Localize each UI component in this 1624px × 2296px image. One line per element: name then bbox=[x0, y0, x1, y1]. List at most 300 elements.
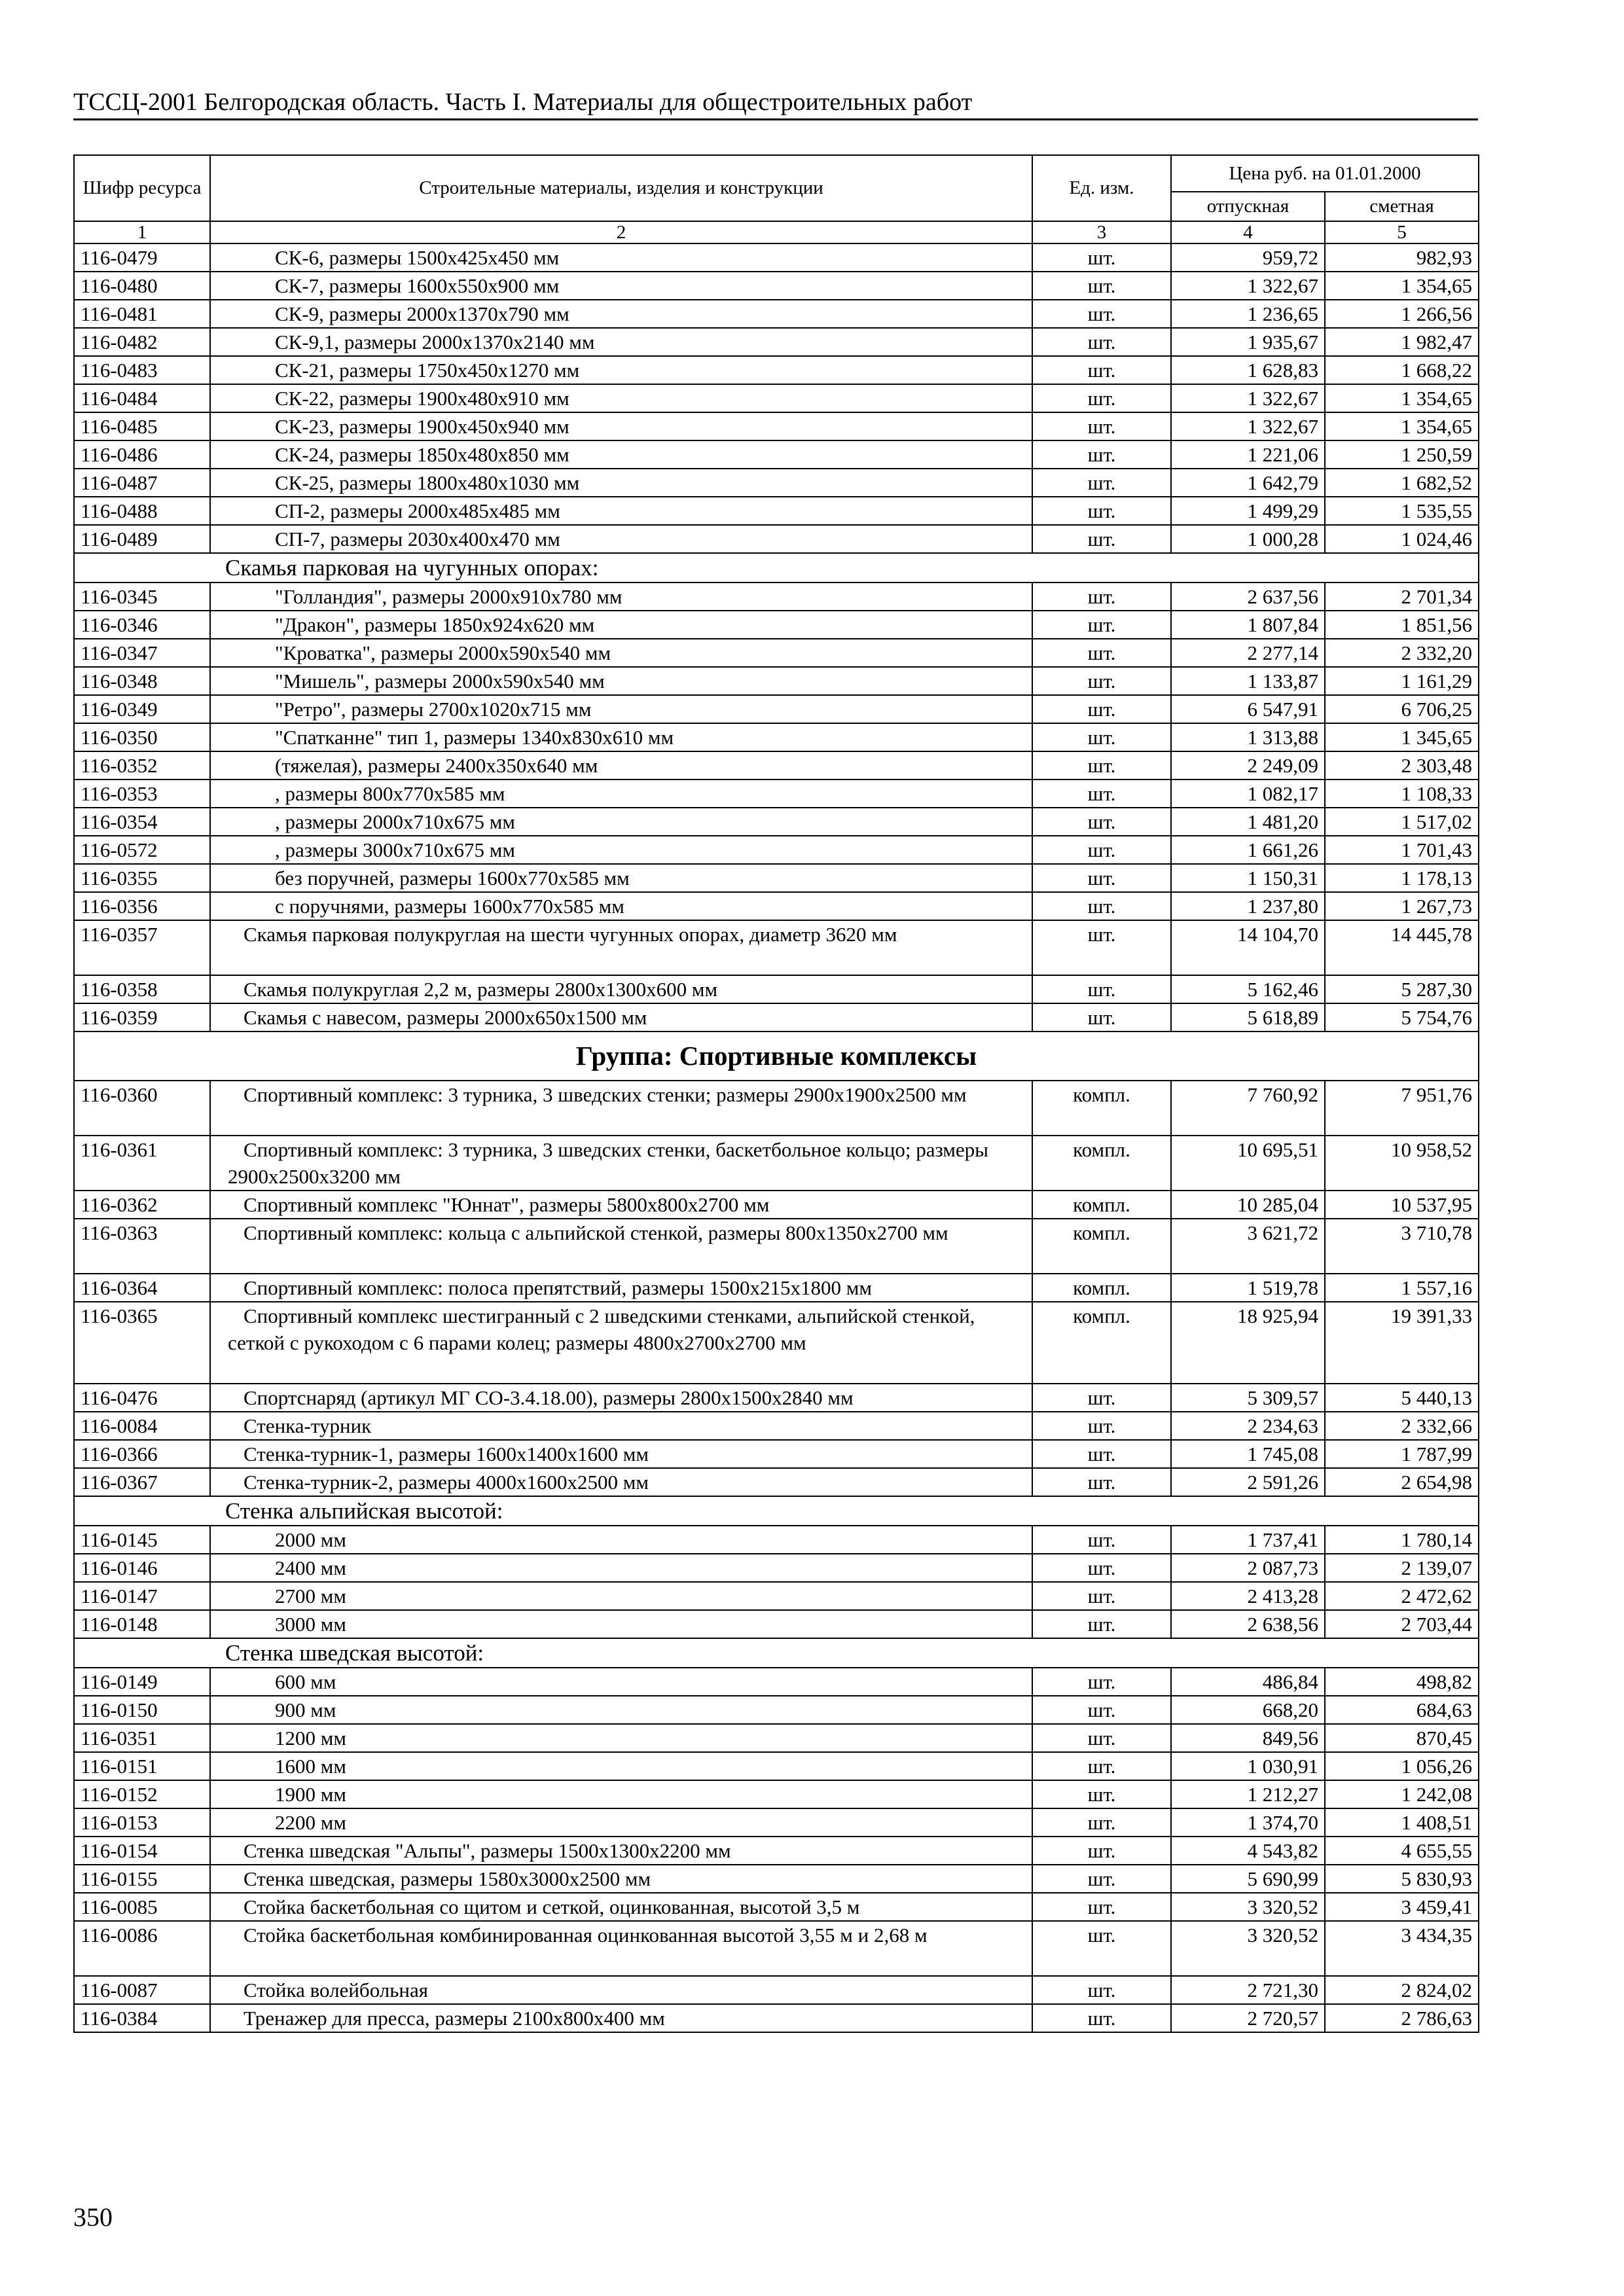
price-estimate-cell: 1 345,65 bbox=[1325, 723, 1479, 751]
resource-code-cell: 116-0366 bbox=[74, 1440, 210, 1468]
price-release-cell: 10 285,04 bbox=[1171, 1191, 1325, 1219]
unit-cell: шт. bbox=[1032, 611, 1171, 639]
col-header-unit: Ед. изм. bbox=[1032, 155, 1171, 221]
material-name-cell: Стойка баскетбольная со щитом и сеткой, оцинкованная, высотой 3,5 м bbox=[210, 1893, 1032, 1921]
resource-code-cell: 116-0483 bbox=[74, 356, 210, 384]
price-release-cell: 2 413,28 bbox=[1171, 1582, 1325, 1610]
price-release-cell: 2 720,57 bbox=[1171, 2004, 1325, 2032]
material-name-cell: Скамья с навесом, размеры 2000х650х1500 мм bbox=[210, 1003, 1032, 1031]
price-release-cell: 2 637,56 bbox=[1171, 583, 1325, 611]
table-row bbox=[74, 1696, 1479, 1724]
resource-code-cell: 116-0149 bbox=[74, 1668, 210, 1696]
subheader-row bbox=[74, 1638, 1479, 1668]
price-release-cell: 1 642,79 bbox=[1171, 469, 1325, 497]
price-release-cell: 7 760,92 bbox=[1171, 1081, 1325, 1136]
unit-cell: шт. bbox=[1032, 1003, 1171, 1031]
price-release-cell: 1 322,67 bbox=[1171, 272, 1325, 300]
price-estimate-cell: 2 654,98 bbox=[1325, 1468, 1479, 1496]
table-row bbox=[74, 1003, 1479, 1031]
col-header-name: Строительные материалы, изделия и конструкции bbox=[210, 155, 1032, 221]
material-name-cell: "Мишель", размеры 2000х590х540 мм bbox=[210, 667, 1032, 695]
table-row bbox=[74, 1136, 1479, 1191]
unit-cell: компл. bbox=[1032, 1219, 1171, 1274]
material-name-cell: 2000 мм bbox=[210, 1526, 1032, 1554]
price-estimate-cell: 5 830,93 bbox=[1325, 1865, 1479, 1893]
material-name-cell: 1200 мм bbox=[210, 1724, 1032, 1752]
resource-code-cell: 116-0479 bbox=[74, 243, 210, 272]
price-release-cell: 2 234,63 bbox=[1171, 1412, 1325, 1440]
material-name-cell: Спортивный комплекс "Юннат", размеры 5800х800х2700 мм bbox=[210, 1191, 1032, 1219]
material-name-cell: Спортивный комплекс: кольца с альпийской стенкой, размеры 800х1350х2700 мм bbox=[210, 1219, 1032, 1274]
col-number: 1 bbox=[74, 221, 210, 243]
material-name-cell: 600 мм bbox=[210, 1668, 1032, 1696]
resource-code-cell: 116-0155 bbox=[74, 1865, 210, 1893]
material-name-cell: Стойка волейбольная bbox=[210, 1976, 1032, 2004]
table-row bbox=[74, 695, 1479, 723]
table-row bbox=[74, 892, 1479, 920]
price-release-cell: 5 690,99 bbox=[1171, 1865, 1325, 1893]
table-row bbox=[74, 1191, 1479, 1219]
material-name-cell: "Спатканне" тип 1, размеры 1340х830х610 мм bbox=[210, 723, 1032, 751]
price-estimate-cell: 5 440,13 bbox=[1325, 1384, 1479, 1412]
price-release-cell: 3 621,72 bbox=[1171, 1219, 1325, 1274]
material-name-cell: СК-7, размеры 1600х550х900 мм bbox=[210, 272, 1032, 300]
unit-cell: шт. bbox=[1032, 1610, 1171, 1638]
table-row bbox=[74, 384, 1479, 412]
material-name-cell: Стенка шведская, размеры 1580х3000х2500 мм bbox=[210, 1865, 1032, 1893]
price-release-cell: 2 087,73 bbox=[1171, 1554, 1325, 1582]
table-row bbox=[74, 328, 1479, 356]
unit-cell: шт. bbox=[1032, 836, 1171, 864]
price-estimate-cell: 498,82 bbox=[1325, 1668, 1479, 1696]
price-release-cell: 1 661,26 bbox=[1171, 836, 1325, 864]
resource-code-cell: 116-0481 bbox=[74, 300, 210, 328]
price-release-cell: 2 591,26 bbox=[1171, 1468, 1325, 1496]
resource-code-cell: 116-0147 bbox=[74, 1582, 210, 1610]
material-name-cell: Скамья парковая полукруглая на шести чугунных опорах, диаметр 3620 мм bbox=[210, 920, 1032, 975]
resource-code-cell: 116-0358 bbox=[74, 975, 210, 1003]
material-name-cell: Спортснаряд (артикул МГ СО-3.4.18.00), размеры 2800х1500х2840 мм bbox=[210, 1384, 1032, 1412]
price-estimate-cell: 6 706,25 bbox=[1325, 695, 1479, 723]
price-estimate-cell: 1 108,33 bbox=[1325, 780, 1479, 808]
unit-cell: шт. bbox=[1032, 300, 1171, 328]
resource-code-cell: 116-0355 bbox=[74, 864, 210, 892]
price-estimate-cell: 1 851,56 bbox=[1325, 611, 1479, 639]
price-release-cell: 2 638,56 bbox=[1171, 1610, 1325, 1638]
subheader-title: Стенка альпийская высотой: bbox=[74, 1496, 1479, 1526]
material-name-cell: без поручней, размеры 1600х770х585 мм bbox=[210, 864, 1032, 892]
price-release-cell: 1 807,84 bbox=[1171, 611, 1325, 639]
price-estimate-cell: 870,45 bbox=[1325, 1724, 1479, 1752]
unit-cell: шт. bbox=[1032, 1384, 1171, 1412]
unit-cell: шт. bbox=[1032, 920, 1171, 975]
material-name-cell: , размеры 800х770х585 мм bbox=[210, 780, 1032, 808]
material-name-cell: , размеры 3000х710х675 мм bbox=[210, 836, 1032, 864]
unit-cell: шт. bbox=[1032, 1468, 1171, 1496]
material-name-cell: 2700 мм bbox=[210, 1582, 1032, 1610]
material-name-cell: 2200 мм bbox=[210, 1808, 1032, 1837]
price-release-cell: 5 309,57 bbox=[1171, 1384, 1325, 1412]
resource-code-cell: 116-0364 bbox=[74, 1274, 210, 1302]
price-release-cell: 1 030,91 bbox=[1171, 1752, 1325, 1780]
table-row bbox=[74, 272, 1479, 300]
unit-cell: компл. bbox=[1032, 1274, 1171, 1302]
price-release-cell: 1 628,83 bbox=[1171, 356, 1325, 384]
material-name-cell: Стенка шведская "Альпы", размеры 1500х1300х2200 мм bbox=[210, 1837, 1032, 1865]
material-name-cell: Спортивный комплекс: 3 турника, 3 шведских стенки; размеры 2900х1900х2500 мм bbox=[210, 1081, 1032, 1136]
group-header-row bbox=[74, 1031, 1479, 1081]
unit-cell: шт. bbox=[1032, 667, 1171, 695]
unit-cell: шт. bbox=[1032, 356, 1171, 384]
material-name-cell: (тяжелая), размеры 2400х350х640 мм bbox=[210, 751, 1032, 780]
resource-code-cell: 116-0488 bbox=[74, 497, 210, 525]
resource-code-cell: 116-0154 bbox=[74, 1837, 210, 1865]
table-row bbox=[74, 975, 1479, 1003]
material-name-cell: "Голландия", размеры 2000х910х780 мм bbox=[210, 583, 1032, 611]
table-body bbox=[74, 243, 1479, 2032]
unit-cell: шт. bbox=[1032, 525, 1171, 553]
table-row bbox=[74, 1468, 1479, 1496]
table-row bbox=[74, 1384, 1479, 1412]
material-name-cell: Скамья полукруглая 2,2 м, размеры 2800х1300х600 мм bbox=[210, 975, 1032, 1003]
table-row bbox=[74, 1865, 1479, 1893]
material-name-cell: 1600 мм bbox=[210, 1752, 1032, 1780]
table-row bbox=[74, 525, 1479, 553]
unit-cell: шт. bbox=[1032, 808, 1171, 836]
material-name-cell: , размеры 2000х710х675 мм bbox=[210, 808, 1032, 836]
resource-code-cell: 116-0348 bbox=[74, 667, 210, 695]
table-row bbox=[74, 469, 1479, 497]
material-name-cell: СК-21, размеры 1750х450х1270 мм bbox=[210, 356, 1032, 384]
price-estimate-cell: 1 266,56 bbox=[1325, 300, 1479, 328]
group-title: Группа: Спортивные комплексы bbox=[74, 1031, 1479, 1081]
price-estimate-cell: 2 332,66 bbox=[1325, 1412, 1479, 1440]
price-release-cell: 1 374,70 bbox=[1171, 1808, 1325, 1837]
page-number: 350 bbox=[73, 2202, 113, 2232]
material-name-cell: с поручнями, размеры 1600х770х585 мм bbox=[210, 892, 1032, 920]
col-number: 2 bbox=[210, 221, 1032, 243]
price-estimate-cell: 10 537,95 bbox=[1325, 1191, 1479, 1219]
table-row bbox=[74, 440, 1479, 469]
price-release-cell: 849,56 bbox=[1171, 1724, 1325, 1752]
price-estimate-cell: 1 354,65 bbox=[1325, 272, 1479, 300]
resource-code-cell: 116-0145 bbox=[74, 1526, 210, 1554]
table-row bbox=[74, 751, 1479, 780]
col-header-code: Шифр ресурса bbox=[74, 155, 210, 221]
resource-code-cell: 116-0085 bbox=[74, 1893, 210, 1921]
price-release-cell: 1 481,20 bbox=[1171, 808, 1325, 836]
resource-code-cell: 116-0572 bbox=[74, 836, 210, 864]
price-estimate-cell: 1 668,22 bbox=[1325, 356, 1479, 384]
price-release-cell: 1 082,17 bbox=[1171, 780, 1325, 808]
price-release-cell: 2 277,14 bbox=[1171, 639, 1325, 667]
table-row bbox=[74, 1976, 1479, 2004]
unit-cell: шт. bbox=[1032, 243, 1171, 272]
col-header-price: Цена руб. на 01.01.2000 bbox=[1171, 155, 1479, 192]
resource-code-cell: 116-0152 bbox=[74, 1780, 210, 1808]
unit-cell: шт. bbox=[1032, 1696, 1171, 1724]
price-estimate-cell: 14 445,78 bbox=[1325, 920, 1479, 975]
table-row bbox=[74, 1610, 1479, 1638]
resource-code-cell: 116-0476 bbox=[74, 1384, 210, 1412]
unit-cell: шт. bbox=[1032, 1780, 1171, 1808]
material-name-cell: СК-25, размеры 1800х480х1030 мм bbox=[210, 469, 1032, 497]
price-release-cell: 5 618,89 bbox=[1171, 1003, 1325, 1031]
material-name-cell: СК-24, размеры 1850х480х850 мм bbox=[210, 440, 1032, 469]
price-estimate-cell: 10 958,52 bbox=[1325, 1136, 1479, 1191]
material-name-cell: "Кроватка", размеры 2000х590х540 мм bbox=[210, 639, 1032, 667]
price-estimate-cell: 2 703,44 bbox=[1325, 1610, 1479, 1638]
table-row bbox=[74, 780, 1479, 808]
col-number: 4 bbox=[1171, 221, 1325, 243]
price-estimate-cell: 1 780,14 bbox=[1325, 1526, 1479, 1554]
price-estimate-cell: 1 535,55 bbox=[1325, 497, 1479, 525]
table-row bbox=[74, 1554, 1479, 1582]
price-estimate-cell: 3 434,35 bbox=[1325, 1921, 1479, 1976]
price-release-cell: 1 133,87 bbox=[1171, 667, 1325, 695]
price-estimate-cell: 1 161,29 bbox=[1325, 667, 1479, 695]
price-estimate-cell: 2 824,02 bbox=[1325, 1976, 1479, 2004]
price-release-cell: 1 221,06 bbox=[1171, 440, 1325, 469]
unit-cell: шт. bbox=[1032, 1808, 1171, 1837]
price-release-cell: 1 519,78 bbox=[1171, 1274, 1325, 1302]
material-name-cell: Стенка-турник bbox=[210, 1412, 1032, 1440]
price-release-cell: 1 322,67 bbox=[1171, 412, 1325, 440]
subheader-row bbox=[74, 553, 1479, 583]
resource-code-cell: 116-0365 bbox=[74, 1302, 210, 1384]
table-row bbox=[74, 723, 1479, 751]
material-name-cell: Стойка баскетбольная комбинированная оцинкованная высотой 3,55 м и 2,68 м bbox=[210, 1921, 1032, 1976]
price-release-cell: 5 162,46 bbox=[1171, 975, 1325, 1003]
price-release-cell: 959,72 bbox=[1171, 243, 1325, 272]
price-estimate-cell: 1 024,46 bbox=[1325, 525, 1479, 553]
resource-code-cell: 116-0480 bbox=[74, 272, 210, 300]
title-rule bbox=[73, 118, 1478, 120]
material-name-cell: СК-22, размеры 1900х480х910 мм bbox=[210, 384, 1032, 412]
material-name-cell: СП-2, размеры 2000х485х485 мм bbox=[210, 497, 1032, 525]
unit-cell: шт. bbox=[1032, 1724, 1171, 1752]
table-row bbox=[74, 611, 1479, 639]
unit-cell: шт. bbox=[1032, 583, 1171, 611]
material-name-cell: Спортивный комплекс: 3 турника, 3 шведских стенки, баскетбольное кольцо; размеры 2900х2500х3200 мм bbox=[210, 1136, 1032, 1191]
price-release-cell: 2 249,09 bbox=[1171, 751, 1325, 780]
unit-cell: шт. bbox=[1032, 975, 1171, 1003]
resource-code-cell: 116-0356 bbox=[74, 892, 210, 920]
price-estimate-cell: 1 701,43 bbox=[1325, 836, 1479, 864]
table-row bbox=[74, 1302, 1479, 1384]
price-estimate-cell: 3 710,78 bbox=[1325, 1219, 1479, 1274]
price-release-cell: 1 000,28 bbox=[1171, 525, 1325, 553]
price-estimate-cell: 1 242,08 bbox=[1325, 1780, 1479, 1808]
price-estimate-cell: 5 754,76 bbox=[1325, 1003, 1479, 1031]
resource-code-cell: 116-0361 bbox=[74, 1136, 210, 1191]
price-release-cell: 1 745,08 bbox=[1171, 1440, 1325, 1468]
unit-cell: шт. bbox=[1032, 272, 1171, 300]
resource-code-cell: 116-0146 bbox=[74, 1554, 210, 1582]
resource-code-cell: 116-0148 bbox=[74, 1610, 210, 1638]
unit-cell: шт. bbox=[1032, 1921, 1171, 1976]
price-estimate-cell: 2 139,07 bbox=[1325, 1554, 1479, 1582]
unit-cell: шт. bbox=[1032, 469, 1171, 497]
unit-cell: шт. bbox=[1032, 1752, 1171, 1780]
unit-cell: компл. bbox=[1032, 1302, 1171, 1384]
price-estimate-cell: 1 557,16 bbox=[1325, 1274, 1479, 1302]
resource-code-cell: 116-0485 bbox=[74, 412, 210, 440]
resource-code-cell: 116-0150 bbox=[74, 1696, 210, 1724]
table-row bbox=[74, 1081, 1479, 1136]
unit-cell: шт. bbox=[1032, 1865, 1171, 1893]
price-release-cell: 1 313,88 bbox=[1171, 723, 1325, 751]
price-release-cell: 1 237,80 bbox=[1171, 892, 1325, 920]
unit-cell: шт. bbox=[1032, 892, 1171, 920]
price-estimate-cell: 1 787,99 bbox=[1325, 1440, 1479, 1468]
unit-cell: шт. bbox=[1032, 1440, 1171, 1468]
material-name-cell: 3000 мм bbox=[210, 1610, 1032, 1638]
col-header-release: отпускная bbox=[1171, 192, 1325, 221]
resource-code-cell: 116-0359 bbox=[74, 1003, 210, 1031]
col-header-estimate: сметная bbox=[1325, 192, 1479, 221]
material-name-cell: СК-9, размеры 2000х1370х790 мм bbox=[210, 300, 1032, 328]
resource-code-cell: 116-0347 bbox=[74, 639, 210, 667]
table-row bbox=[74, 864, 1479, 892]
table-row bbox=[74, 1526, 1479, 1554]
table-row bbox=[74, 583, 1479, 611]
subheader-title: Стенка шведская высотой: bbox=[74, 1638, 1479, 1668]
resource-code-cell: 116-0346 bbox=[74, 611, 210, 639]
unit-cell: компл. bbox=[1032, 1191, 1171, 1219]
price-estimate-cell: 2 786,63 bbox=[1325, 2004, 1479, 2032]
price-release-cell: 1 150,31 bbox=[1171, 864, 1325, 892]
price-release-cell: 6 547,91 bbox=[1171, 695, 1325, 723]
unit-cell: шт. bbox=[1032, 780, 1171, 808]
material-name-cell: СК-23, размеры 1900х450х940 мм bbox=[210, 412, 1032, 440]
price-estimate-cell: 4 655,55 bbox=[1325, 1837, 1479, 1865]
table-row bbox=[74, 920, 1479, 975]
price-release-cell: 3 320,52 bbox=[1171, 1893, 1325, 1921]
price-release-cell: 1 499,29 bbox=[1171, 497, 1325, 525]
price-release-cell: 3 320,52 bbox=[1171, 1921, 1325, 1976]
price-estimate-cell: 2 303,48 bbox=[1325, 751, 1479, 780]
resource-code-cell: 116-0363 bbox=[74, 1219, 210, 1274]
unit-cell: шт. bbox=[1032, 1412, 1171, 1440]
table-row bbox=[74, 1921, 1479, 1976]
table-row bbox=[74, 1893, 1479, 1921]
resource-code-cell: 116-0487 bbox=[74, 469, 210, 497]
price-estimate-cell: 1 354,65 bbox=[1325, 384, 1479, 412]
resource-code-cell: 116-0151 bbox=[74, 1752, 210, 1780]
unit-cell: шт. bbox=[1032, 2004, 1171, 2032]
resource-code-cell: 116-0384 bbox=[74, 2004, 210, 2032]
material-name-cell: Стенка-турник-2, размеры 4000х1600х2500 мм bbox=[210, 1468, 1032, 1496]
table-row bbox=[74, 1668, 1479, 1696]
price-estimate-cell: 1 056,26 bbox=[1325, 1752, 1479, 1780]
resource-code-cell: 116-0362 bbox=[74, 1191, 210, 1219]
table-row bbox=[74, 1440, 1479, 1468]
price-estimate-cell: 1 267,73 bbox=[1325, 892, 1479, 920]
resource-code-cell: 116-0349 bbox=[74, 695, 210, 723]
table-row bbox=[74, 639, 1479, 667]
table-row bbox=[74, 356, 1479, 384]
unit-cell: шт. bbox=[1032, 1526, 1171, 1554]
unit-cell: шт. bbox=[1032, 1554, 1171, 1582]
resource-code-cell: 116-0360 bbox=[74, 1081, 210, 1136]
material-name-cell: Стенка-турник-1, размеры 1600х1400х1600 мм bbox=[210, 1440, 1032, 1468]
material-name-cell: "Ретро", размеры 2700х1020х715 мм bbox=[210, 695, 1032, 723]
resource-code-cell: 116-0367 bbox=[74, 1468, 210, 1496]
price-table bbox=[73, 154, 1479, 2033]
unit-cell: шт. bbox=[1032, 1976, 1171, 2004]
table-row bbox=[74, 1219, 1479, 1274]
table-row bbox=[74, 667, 1479, 695]
price-release-cell: 1 322,67 bbox=[1171, 384, 1325, 412]
price-release-cell: 1 212,27 bbox=[1171, 1780, 1325, 1808]
price-estimate-cell: 1 354,65 bbox=[1325, 412, 1479, 440]
table-row bbox=[74, 1837, 1479, 1865]
resource-code-cell: 116-0084 bbox=[74, 1412, 210, 1440]
unit-cell: шт. bbox=[1032, 639, 1171, 667]
unit-cell: шт. bbox=[1032, 1837, 1171, 1865]
unit-cell: шт. bbox=[1032, 695, 1171, 723]
resource-code-cell: 116-0484 bbox=[74, 384, 210, 412]
table-row bbox=[74, 836, 1479, 864]
material-name-cell: 2400 мм bbox=[210, 1554, 1032, 1582]
material-name-cell: СП-7, размеры 2030х400х470 мм bbox=[210, 525, 1032, 553]
resource-code-cell: 116-0086 bbox=[74, 1921, 210, 1976]
price-release-cell: 1 236,65 bbox=[1171, 300, 1325, 328]
material-name-cell: Спортивный комплекс шестигранный с 2 шведскими стенками, альпийской стенкой, сеткой с рукоходом с 6 парами колец; размеры 4800х2700х2700 мм bbox=[210, 1302, 1032, 1384]
price-release-cell: 4 543,82 bbox=[1171, 1837, 1325, 1865]
price-estimate-cell: 1 982,47 bbox=[1325, 328, 1479, 356]
price-estimate-cell: 3 459,41 bbox=[1325, 1893, 1479, 1921]
unit-cell: шт. bbox=[1032, 1668, 1171, 1696]
price-estimate-cell: 19 391,33 bbox=[1325, 1302, 1479, 1384]
unit-cell: компл. bbox=[1032, 1081, 1171, 1136]
price-estimate-cell: 1 178,13 bbox=[1325, 864, 1479, 892]
price-estimate-cell: 2 701,34 bbox=[1325, 583, 1479, 611]
price-estimate-cell: 7 951,76 bbox=[1325, 1081, 1479, 1136]
resource-code-cell: 116-0482 bbox=[74, 328, 210, 356]
material-name-cell: "Дракон", размеры 1850х924х620 мм bbox=[210, 611, 1032, 639]
price-release-cell: 668,20 bbox=[1171, 1696, 1325, 1724]
unit-cell: шт. bbox=[1032, 723, 1171, 751]
unit-cell: шт. bbox=[1032, 384, 1171, 412]
resource-code-cell: 116-0087 bbox=[74, 1976, 210, 2004]
price-estimate-cell: 1 517,02 bbox=[1325, 808, 1479, 836]
price-release-cell: 486,84 bbox=[1171, 1668, 1325, 1696]
table-row bbox=[74, 1274, 1479, 1302]
resource-code-cell: 116-0357 bbox=[74, 920, 210, 975]
material-name-cell: СК-6, размеры 1500х425х450 мм bbox=[210, 243, 1032, 272]
subheader-title: Скамья парковая на чугунных опорах: bbox=[74, 553, 1479, 583]
resource-code-cell: 116-0153 bbox=[74, 1808, 210, 1837]
table-row bbox=[74, 497, 1479, 525]
material-name-cell: Тренажер для пресса, размеры 2100х800х400 мм bbox=[210, 2004, 1032, 2032]
price-estimate-cell: 1 408,51 bbox=[1325, 1808, 1479, 1837]
unit-cell: шт. bbox=[1032, 1582, 1171, 1610]
table-row bbox=[74, 243, 1479, 272]
price-estimate-cell: 1 250,59 bbox=[1325, 440, 1479, 469]
unit-cell: шт. bbox=[1032, 328, 1171, 356]
price-release-cell: 14 104,70 bbox=[1171, 920, 1325, 975]
price-estimate-cell: 2 472,62 bbox=[1325, 1582, 1479, 1610]
table-row bbox=[74, 1582, 1479, 1610]
table-row bbox=[74, 1780, 1479, 1808]
resource-code-cell: 116-0489 bbox=[74, 525, 210, 553]
resource-code-cell: 116-0486 bbox=[74, 440, 210, 469]
table-row bbox=[74, 412, 1479, 440]
resource-code-cell: 116-0350 bbox=[74, 723, 210, 751]
unit-cell: шт. bbox=[1032, 751, 1171, 780]
